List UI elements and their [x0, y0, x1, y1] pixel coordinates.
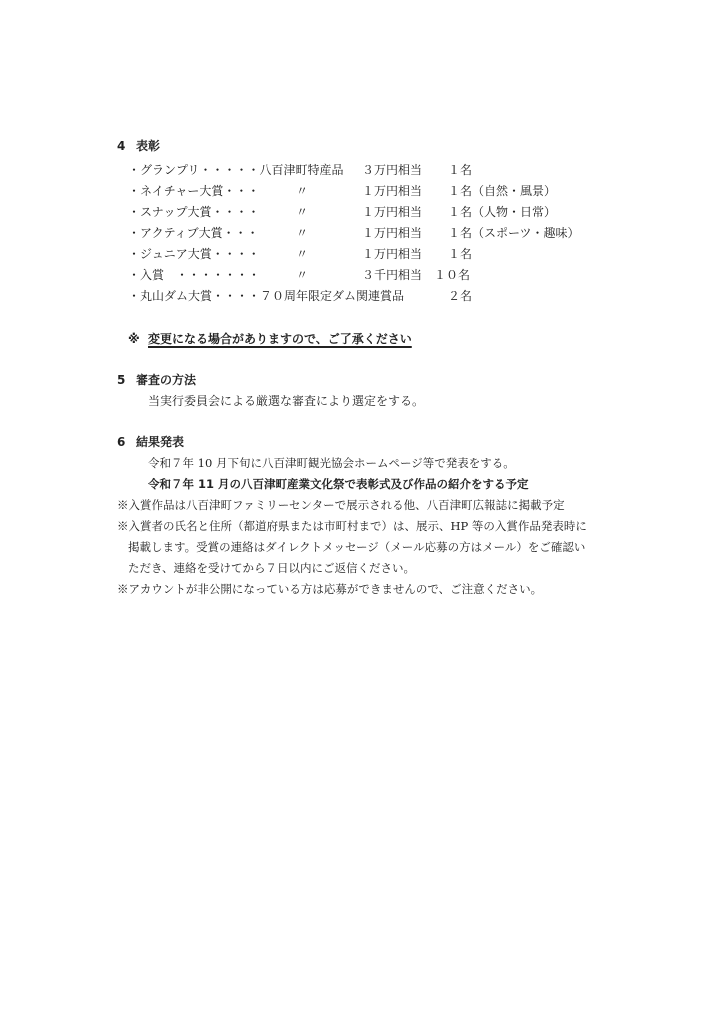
section-5-body: 当実行委員会による厳選な審査により選定をする。	[148, 394, 425, 408]
award-name: ・ジュニア大賞・・・・	[128, 247, 260, 261]
section-6-title: 結果発表	[136, 435, 185, 449]
section-5-number: 5	[117, 373, 126, 387]
award-count: １名（自然・風景）	[448, 184, 557, 198]
change-notice: 変更になる場合がありますので、ご了承ください	[148, 332, 412, 346]
award-count: ２名	[448, 289, 473, 303]
award-count: １名	[448, 247, 473, 261]
section-6-number: 6	[117, 435, 126, 449]
award-name: ・丸山ダム大賞・・・・７０周年限定ダム関連賞品	[128, 289, 405, 303]
award-count: １名（スポーツ・趣味）	[448, 226, 580, 240]
award-name: ・スナップ大賞・・・・	[128, 205, 260, 219]
award-name: ・グランプリ・・・・・八百津町特産品	[128, 163, 344, 177]
winner-info-note-cont: 掲載します。受賞の連絡はダイレクトメッセージ（メール応募の方はメール）をご確認い	[128, 540, 586, 554]
award-value: １万円相当	[362, 247, 423, 261]
ditto-mark: 〃	[296, 268, 309, 282]
winner-info-note: ※入賞者の氏名と住所（都道府県または市町村まで）は、展示、HP 等の入賞作品発表時に	[117, 519, 587, 533]
section-4-title: 表彰	[136, 139, 161, 153]
section-5-title: 審査の方法	[136, 373, 197, 387]
section-4-number: 4	[117, 139, 126, 153]
award-value: ３千円相当	[362, 268, 423, 282]
award-name: ・アクティブ大賞・・・	[128, 226, 259, 240]
ditto-mark: 〃	[296, 247, 309, 261]
award-name: ・ネイチャー大賞・・・	[128, 184, 260, 198]
result-announcement: 令和７年 10 月下旬に八百津町観光協会ホームページ等で発表をする。	[148, 456, 515, 470]
award-value: １万円相当	[362, 226, 423, 240]
ditto-mark: 〃	[296, 184, 309, 198]
exhibition-note: ※入賞作品は八百津町ファミリーセンターで展示される他、八百津町広報誌に掲載予定	[117, 498, 565, 512]
award-count: １名	[448, 163, 473, 177]
award-value: １万円相当	[362, 184, 423, 198]
ditto-mark: 〃	[296, 205, 309, 219]
award-value: １万円相当	[362, 205, 423, 219]
ditto-mark: 〃	[296, 226, 309, 240]
winner-info-note-cont: ただき、連絡を受けてから７日以内にご返信ください。	[128, 561, 416, 575]
award-count: １０名	[434, 268, 471, 282]
award-value: ３万円相当	[362, 163, 423, 177]
award-count: １名（人物・日常）	[448, 205, 557, 219]
notice-mark: ※	[128, 332, 140, 346]
award-ceremony-note: 令和７年 11 月の八百津町産業文化祭で表彰式及び作品の紹介をする予定	[148, 477, 529, 491]
award-name: ・入賞 ・・・・・・・	[128, 268, 261, 282]
private-account-note: ※アカウントが非公開になっている方は応募ができませんので、ご注意ください。	[117, 582, 543, 596]
